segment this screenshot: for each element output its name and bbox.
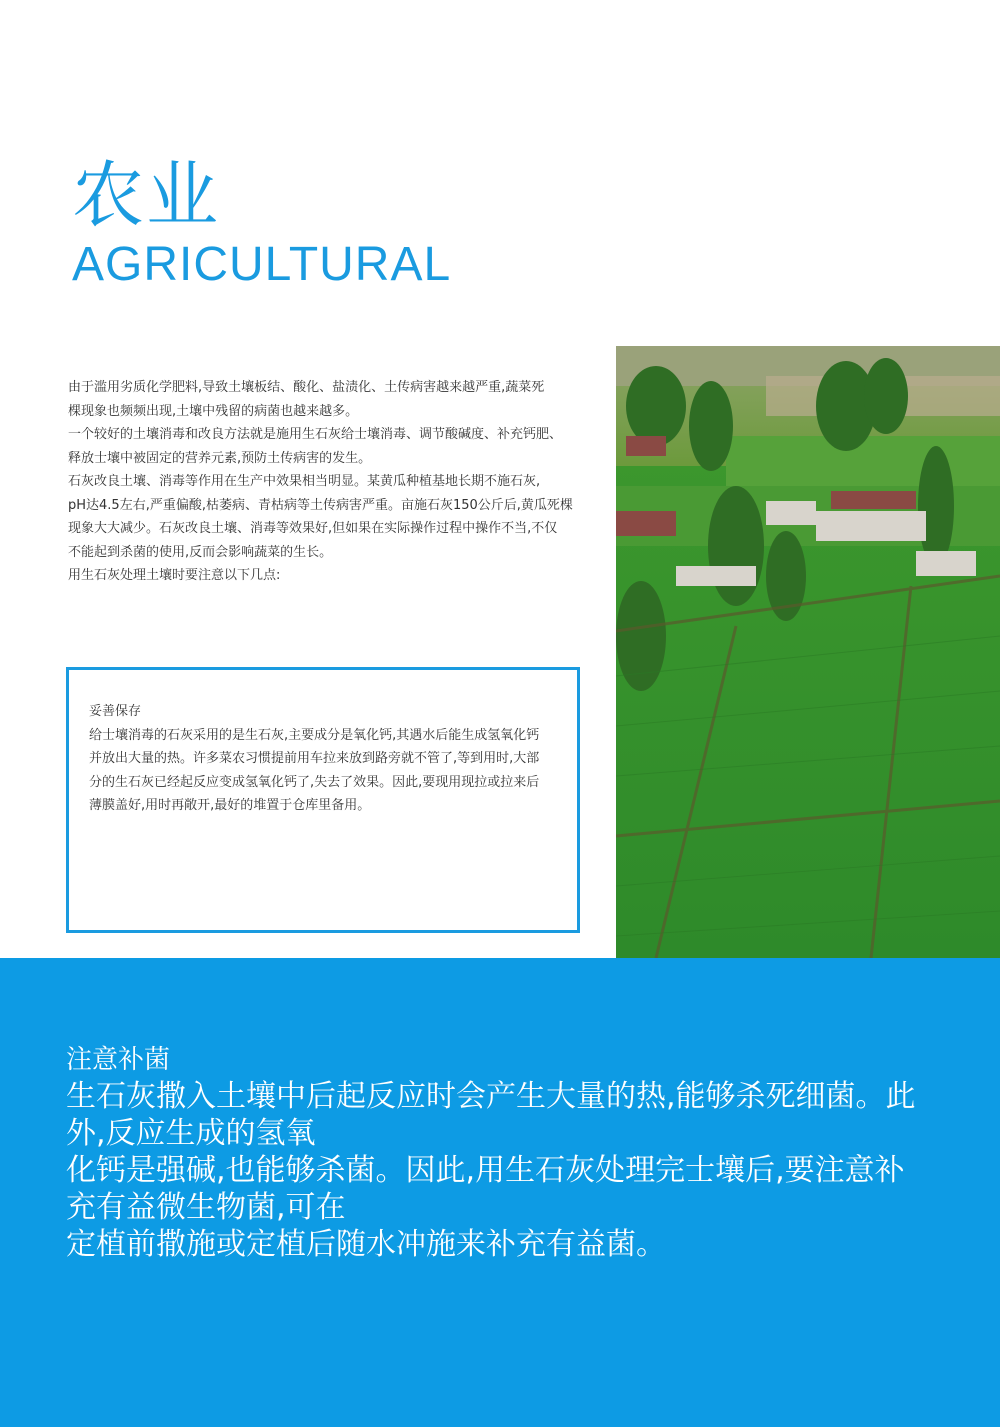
intro-text [68,376,588,588]
band-line: 定植前撒施或定植后随水冲施来补充有益菌。 [66,1227,666,1262]
band-line: 外,反应生成的氢氧 [66,1116,316,1151]
farmland-photo [616,346,1000,958]
band-line: 充有益微生物菌,可在 [66,1190,346,1225]
intro-line: 释放士壤中被固定的营养元素,预防土传病害的发生。 [68,450,372,466]
intro-line: 石灰改良土壤、消毒等作用在生产中效果相当明显。某黄瓜种植基地长期不施石灰, [68,474,541,489]
intro-line: 用生石灰处理土壤时要注意以下几点: [68,568,281,583]
box-line: 薄膜盖好,用时再敞开,最好的堆置于仓库里备用。 [89,798,371,813]
page-title-english: AGRICULTURAL [72,238,452,291]
page-title-chinese: 农业 [72,153,221,237]
intro-line: 棵现象也频频出现,土壤中残留的病菌也越来越多。 [68,403,359,419]
intro-line: 由于滥用劣质化学肥料,导致土壤板结、酸化、盐渍化、土传病害越来越严重,蔬菜死 [68,380,545,395]
box-title: 妥善保存 [89,704,142,719]
intro-line: 一个较好的土壤消毒和改良方法就是施用生石灰给士壤消毒、调节酸碱度、补充钙肥、 [68,427,563,442]
band-line: 生石灰撒入土壤中后起反应时会产生大量的热,能够杀死细菌。此 [66,1079,916,1114]
storage-note-box [66,667,580,933]
box-line: 并放出大量的热。许多菜农习惯提前用车拉来放到路旁就不管了,等到用时,大部 [89,751,540,766]
intro-line: 现象大大减少。石灰改良土壤、消毒等效果好,但如果在实际操作过程中操作不当,不仅 [68,521,558,536]
intro-line: 不能起到杀菌的使用,反而会影响蔬菜的生长。 [68,544,333,560]
intro-line: pH达4.5左右,严重偏酸,枯萎病、青枯病等土传病害严重。亩施石灰150公斤后,黄瓜死棵 [68,497,573,513]
bacteria-note-band [0,958,1000,1427]
box-line: 分的生石灰已经起反应变成氢氧化钙了,失去了效果。因此,要现用现拉或拉来后 [89,774,540,790]
box-line: 给士壤消毒的石灰采用的是生石灰,主要成分是氧化钙,其遇水后能生成氢氧化钙 [89,727,540,743]
band-title: 注意补菌 [66,1045,171,1075]
band-line: 化钙是强碱,也能够杀菌。因此,用生石灰处理完士壤后,要注意补 [66,1153,905,1188]
